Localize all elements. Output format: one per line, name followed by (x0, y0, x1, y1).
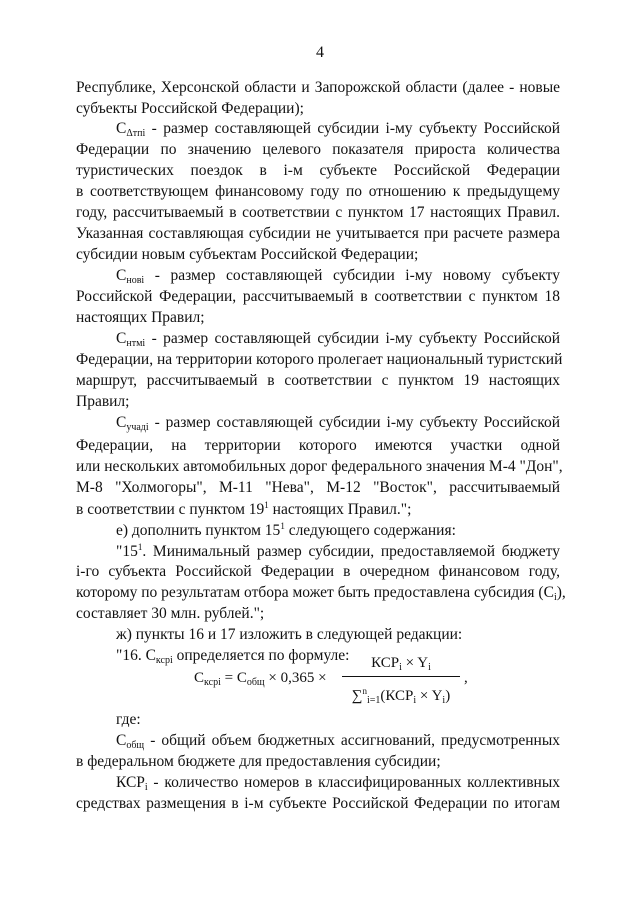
symbol-c-uchadi: $C_{учадi}$ (116, 414, 149, 433)
text-line: $C_{учадi}$ - размер составляющей субсидии i-му субъекту Российской (116, 414, 560, 433)
text-line: году, рассчитываемый в соответствии с пунктом 17 настоящих Правил. (76, 204, 560, 221)
text-line: субсидии новым субъектам Российской Федерации; (76, 246, 419, 263)
text-line: в соответствии с пунктом $19^1$ настоящих Правил."; (76, 500, 412, 518)
page-number: 4 (316, 44, 324, 61)
formula (194, 652, 474, 708)
symbol-c-obsh: $C_{общ}$ (116, 732, 145, 751)
text-line: где: (116, 711, 141, 728)
text-line: маршрут, рассчитываемый в соответствии с пунктом 19 настоящих (76, 372, 560, 389)
text-line: i-го субъекта Российской Федерации в очередном финансовом году, (76, 563, 560, 580)
formula-lhs: $C_{ксрi} = C_{общ} \times 0,365$ × (194, 670, 327, 688)
text-line: $C_{новi}$ - размер составляющей субсидии i-му новому субъекту (116, 267, 560, 286)
symbol-ksr-i: $КСР_i$ (116, 774, 148, 793)
text-line: туристических поездок в i-м субъекте Российской Федерации (76, 162, 560, 179)
text-line: "16. $C_{ксрi}$ определяется по формуле: (116, 647, 350, 666)
fraction-bar (342, 676, 460, 677)
text-line: Российской Федерации, рассчитываемый в соответствии с пунктом 18 (76, 288, 560, 305)
text-line: Республике, Херсонской области и Запорожской области (далее - новые (76, 79, 560, 96)
text-line: ж) пункты 16 и 17 изложить в следующей редакции: (116, 626, 463, 643)
text-line: которому по результатам отбора может быть предоставлена субсидия $(C_i)$, (76, 584, 566, 603)
formula-numerator: $КСР_i \times Y_i$ (371, 655, 431, 673)
text-line: М-8 "Холмогоры", М-11 "Нева", М-12 "Восток", рассчитываемый (76, 479, 560, 496)
formula-comma: , (464, 670, 468, 686)
text-line: Федерации, на территории которого имеются участки одной (76, 437, 560, 454)
text-line: в федеральном бюджете для предоставления субсидии; (76, 753, 441, 770)
text-line: Федерации по значению целевого показателя прироста количества (76, 141, 560, 158)
text-line: е) дополнить пунктом $15^1$ следующего содержания: (116, 521, 456, 539)
text-line: составляет 30 млн. рублей."; (76, 605, 265, 622)
text-line: или нескольких автомобильных дорог федерального значения М-4 "Дон", (76, 458, 563, 475)
text-line: субъекты Российской Федерации); (76, 100, 304, 117)
text-line: средствах размещения в i-м субъекте Российской Федерации по итогам (76, 795, 560, 812)
text-line: Указанная составляющая субсидии не учитывается при расчете размера (76, 225, 560, 242)
text-line: Правил; (76, 393, 130, 410)
text-line: $C_{\Delta тпi}$ - размер составляющей субсидии i-му субъекту Российской (116, 120, 560, 139)
text-line: в соответствующем финансовому году по отношению к предыдущему (76, 183, 560, 200)
symbol-c-dti: $C_{\Delta тпi}$ (116, 120, 146, 139)
text-line: Федерации, на территории которого пролегает национальный туристский (76, 351, 563, 368)
text-line: $C_{нтмi}$ - размер составляющей субсидии i-му субъекту Российской (116, 330, 560, 349)
symbol-c-ntmi: $C_{нтмi}$ (116, 330, 146, 349)
symbol-c-novi: $C_{новi}$ (116, 267, 145, 286)
text-line: $КСР_i$ - количество номеров в классифицированных коллективных (116, 774, 560, 793)
text-line: $C_{общ}$ - общий объем бюджетных ассигнований, предусмотренных (116, 732, 560, 751)
text-line: "$15^1$. Минимальный размер субсидии, предоставляемой бюджету (116, 542, 560, 560)
formula-fraction (342, 652, 460, 706)
text-line: настоящих Правил; (76, 309, 205, 326)
formula-denominator: $\sum^n_{i=1}(КСР_i \times Y_i)$ (351, 686, 451, 706)
